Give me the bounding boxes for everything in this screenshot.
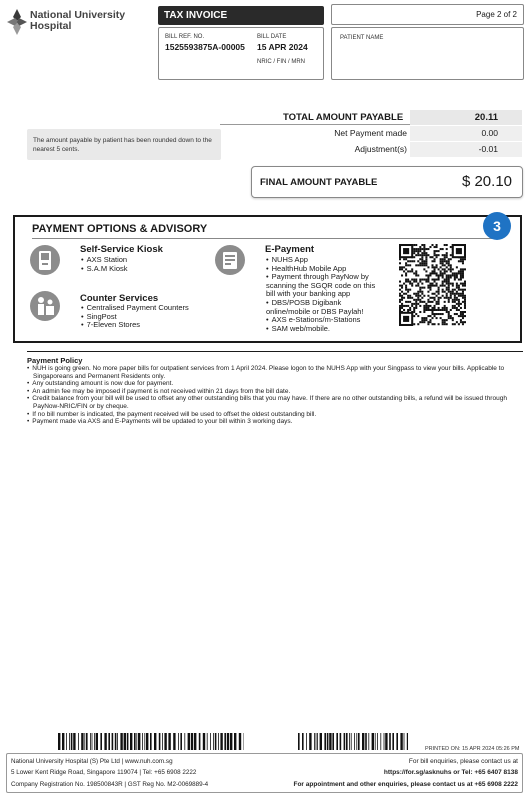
logo-line1: National University [30,9,126,21]
adjustment-label: Adjustment(s) [354,144,407,154]
step-badge: 3 [483,212,511,240]
policy-item: • Any outstanding amount is now due for payment. [27,380,523,388]
footer-company: National University Hospital (S) Pte Ltd | www.nuh.com.sg [11,758,173,765]
bill-ref-label: BILL REF. NO. [165,34,205,40]
final-amount-value: $ 20.10 [461,173,512,190]
kiosk-list [81,256,127,273]
policy-item: • An admin fee may be imposed if payment is not received within 21 days from the bill date. [27,388,523,396]
final-amount-label: FINAL AMOUNT PAYABLE [260,177,378,188]
list-item: • DBS/POSB Digibank online/mobile or DBS Paylah! [266,299,386,316]
list-item: • NUHS App [266,256,386,265]
bill-info-box [158,27,324,80]
bill-ref-value: 1525593875A-00005 [165,42,245,52]
hospital-logo [6,8,126,38]
kiosk-title: Self-Service Kiosk [80,244,163,255]
footer-address: 5 Lower Kent Ridge Road, Singapore 119074 | Tel: +65 6908 2222 [11,769,197,776]
patient-name-box [331,27,524,80]
bill-date-label: BILL DATE [257,34,287,40]
patient-name-label: PATIENT NAME [340,35,384,41]
list-item: • HealthHub Mobile App [266,265,386,274]
list-item: • S.A.M Kiosk [81,265,127,274]
net-payment-label: Net Payment made [334,128,407,138]
counter-title: Counter Services [80,293,159,304]
barcode-right [298,733,408,750]
policy-title: Payment Policy [27,356,83,365]
footer-appointment-contact: For appointment and other enquiries, please contact us at +65 6908 2222 [293,781,518,788]
total-amount-value: 20.11 [474,112,498,123]
epayment-title: E-Payment [265,244,315,255]
footer-enquiry-intro: For bill enquiries, please contact us at [408,758,518,765]
footer-registration: Company Registration No. 198500843R | GST Reg No. M2-0069889-4 [11,781,209,788]
list-item: • SAM web/mobile. [266,325,386,334]
footer-enquiry-contact[interactable]: https://for.sg/asknuhs or Tel: +65 6407 8138 [383,769,518,776]
policy-separator [27,351,523,352]
nric-label: NRIC / FIN / MRN [257,59,305,65]
payment-divider [32,238,500,239]
policy-item: • If no bill number is indicated, the payment received will be used to offset the oldest outstanding bill. [27,411,523,419]
epayment-icon [215,245,245,275]
list-item: • SingPost [81,313,189,322]
list-item: • 7-Eleven Stores [81,321,189,330]
rounding-note: The amount payable by patient has been rounded down to the nearest 5 cents. [27,129,221,160]
payment-options-title: PAYMENT OPTIONS & ADVISORY [32,223,208,235]
total-amount-label: TOTAL AMOUNT PAYABLE [283,112,404,123]
kiosk-icon [30,245,60,275]
page-indicator: Page 2 of 2 [331,4,524,25]
policy-item: • Credit balance from your bill will be used to offset any other outstanding bills that you may have. If there are no other outstanding bills, a refund will be issued through PayNow-NRIC/FIN or by cheque. [27,395,523,410]
list-item: • AXS e-Stations/m-Stations [266,316,386,325]
epayment-list [266,256,386,333]
policy-list [27,365,523,426]
printed-on: PRINTED ON: 15 APR 2024 05:26 PM [425,746,520,752]
final-amount-box [251,166,523,198]
policy-item: • NUH is going green. No more paper bills for outpatient services from 1 April 2024. Please logon to the NUHS App with your Singpass to view your bills. Applicable to Singaporeans and Permanent Residents only. [27,365,523,380]
barcode-left [58,733,244,750]
policy-item: • Payment made via AXS and E-Payments will be updated to your bill within 3 working days. [27,418,523,426]
counter-list [81,304,189,330]
tax-invoice-heading: TAX INVOICE [158,6,324,25]
adjustment-value: -0.01 [478,144,498,154]
counter-service-icon [30,291,60,321]
list-item: • Centralised Payment Counters [81,304,189,313]
net-payment-value: 0.00 [481,128,498,138]
logo-mark-icon [6,8,28,36]
list-item: • Payment through PayNow by scanning the SGQR code on this bill with your banking app [266,273,386,299]
logo-line2: Hospital [30,20,72,32]
sgqr-code[interactable] [399,244,466,326]
bill-date-value: 15 APR 2024 [257,42,308,52]
footer-box [6,753,523,793]
list-item: • AXS Station [81,256,127,265]
